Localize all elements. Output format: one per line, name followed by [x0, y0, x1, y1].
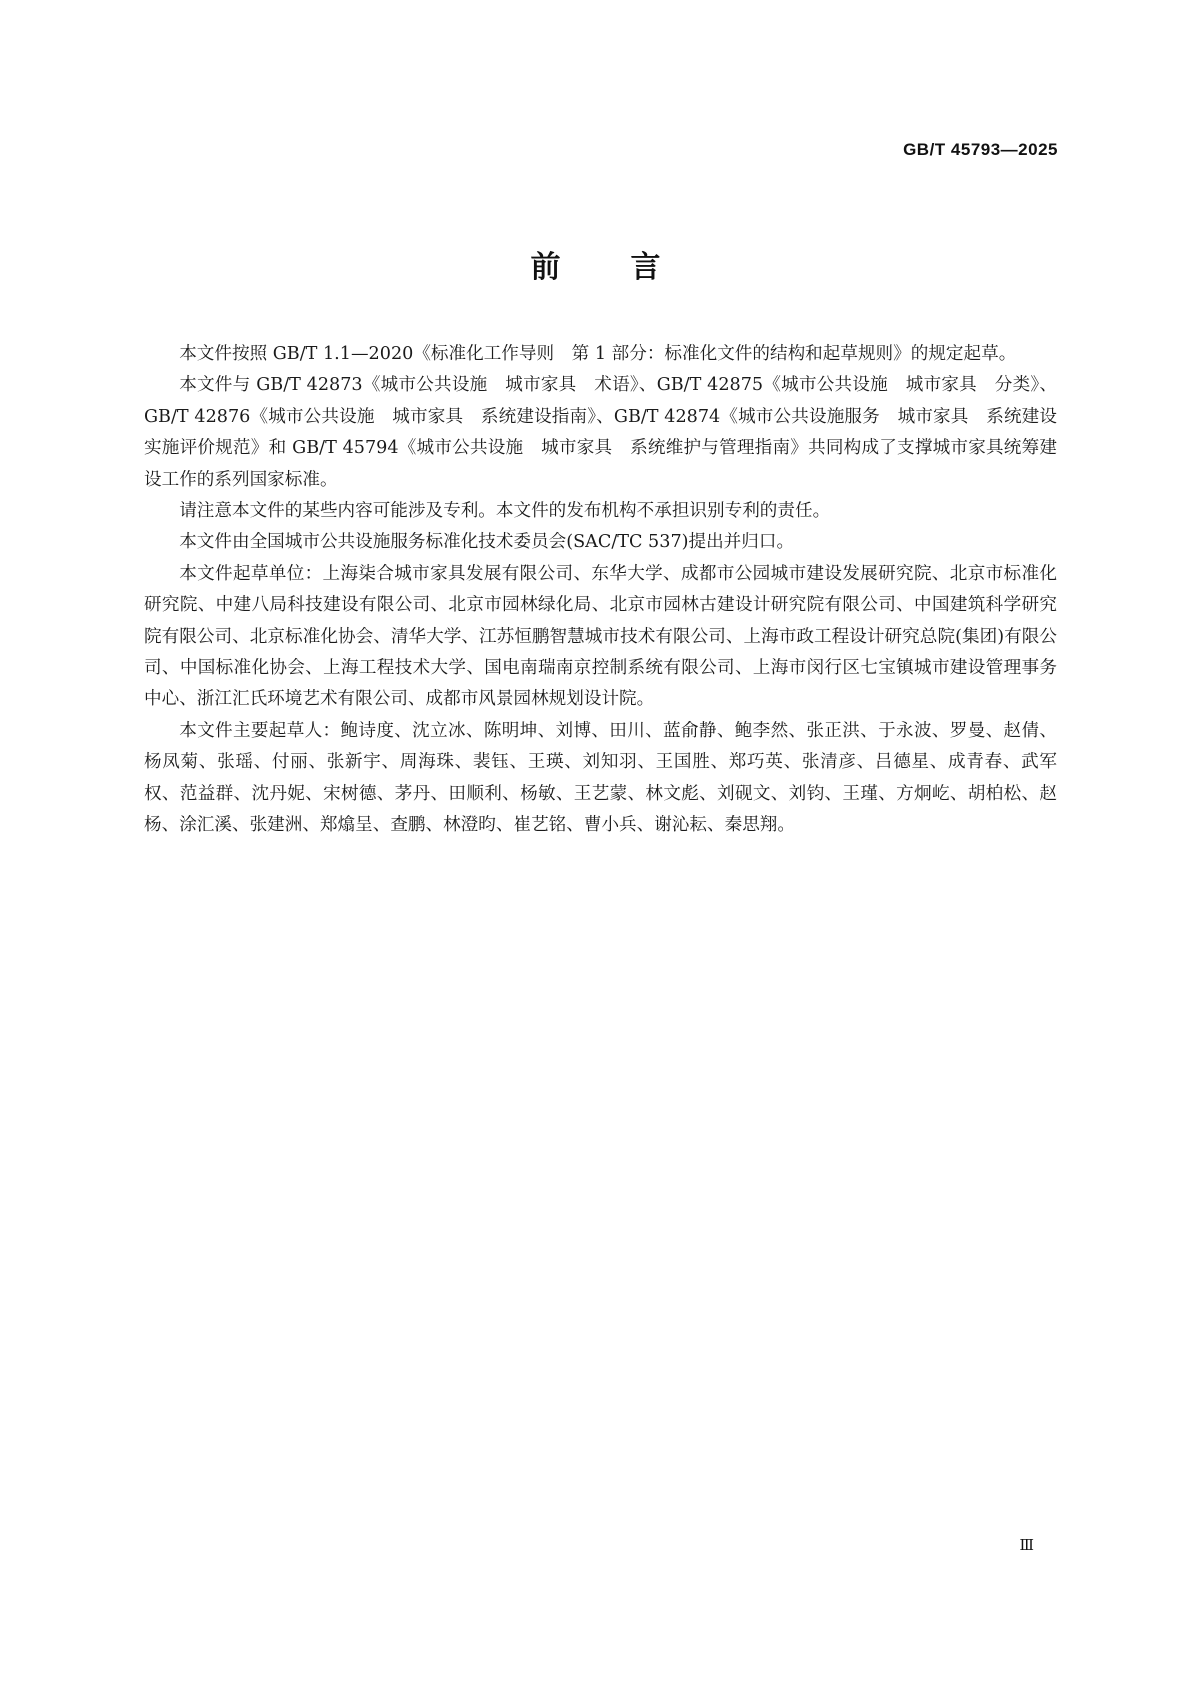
paragraph-committee: 本文件由全国城市公共设施服务标准化技术委员会(SAC/TC 537)提出并归口。	[179, 532, 795, 553]
title-char-1: 前	[530, 250, 561, 285]
standard-number: GB/T 45793—2025	[903, 140, 1058, 159]
paragraph-drafters: 本文件主要起草人：鲍诗度、沈立冰、陈明坤、刘博、田川、蓝俞静、鲍李然、张正洪、于永波、罗曼、赵倩、杨凤菊、张瑶、付丽、张新宇、周海珠、裴钰、王瑛、刘知羽、王国胜、郑巧英、张清彦、吕德星、成青春、武军权、范益群、沈丹妮、宋树德、茅丹、田顺利、杨敏、王艺蒙、林文彪、刘砚文、刘钧、王瑾、方炯屹、胡柏松、赵杨、涂汇溪、张建洲、郑熻呈、查鹏、林澄昀、崔艺铭、曹小兵、谢沁耘、秦思翔。	[144, 720, 1057, 836]
page-title	[0, 242, 1191, 286]
paragraph-drafting-rules: 本文件按照 GB/T 1.1—2020《标准化工作导则 第 1 部分：标准化文件的结构和起草规则》的规定起草。	[179, 344, 1017, 364]
foreword-body	[144, 339, 1057, 842]
paragraph-patent-notice: 请注意本文件的某些内容可能涉及专利。本文件的发布机构不承担识别专利的责任。	[179, 501, 831, 522]
title-char-2: 言	[630, 250, 661, 285]
paragraph-related-standards: 本文件与 GB/T 42873《城市公共设施 城市家具 术语》、GB/T 42875《城市公共设施 城市家具 分类》、GB/T 42876《城市公共设施 城市家具 系统建设指南》、GB/T 42874《城市公共设施服务 城市家具 系统建设实施评价规范》和 GB/T 45794《城市公共设施 城市家具 系统维护与管理指南》共同构成了支撑城市家具统筹建设工作的系列国家标准。	[144, 375, 1057, 490]
page-number: Ⅲ	[1019, 1536, 1034, 1554]
paragraph-drafting-units: 本文件起草单位：上海柒合城市家具发展有限公司、东华大学、成都市公园城市建设发展研究院、北京市标准化研究院、中建八局科技建设有限公司、北京市园林绿化局、北京市园林古建设计研究院有限公司、中国建筑科学研究院有限公司、北京标准化协会、清华大学、江苏恒鹏智慧城市技术有限公司、上海市政工程设计研究总院(集团)有限公司、中国标准化协会、上海工程技术大学、国电南瑞南京控制系统有限公司、上海市闵行区七宝镇城市建设管理事务中心、浙江汇氏环境艺术有限公司、成都市风景园林规划设计院。	[144, 563, 1057, 710]
